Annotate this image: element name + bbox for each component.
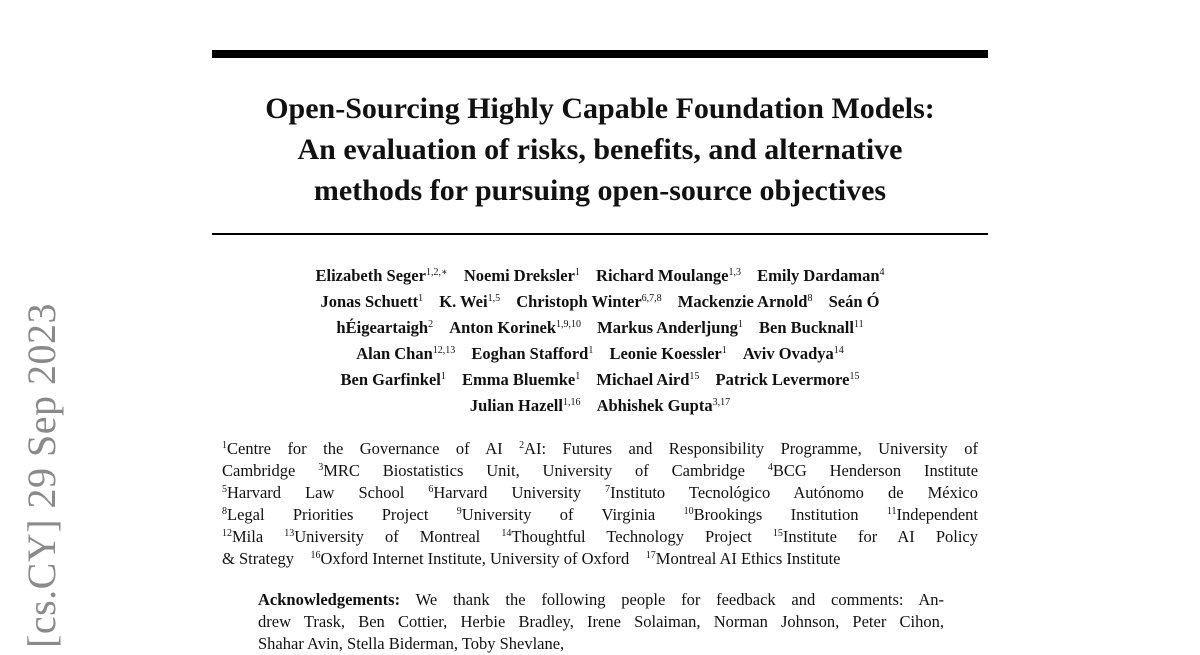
affiliation-line [222,438,978,460]
affiliation-line [222,460,978,482]
paper-title [212,88,988,211]
author: Leonie Koessler$^1$ [609,344,727,363]
author: Abhishek Gupta$^{3,17}$ [596,396,731,415]
title-line: methods for pursuing open-source objectives [313,174,887,207]
author: Markus Anderljung$^1$ [597,318,743,337]
affiliation-line [222,482,978,504]
author: Seán Ó [828,292,880,311]
title-bottom-rule [212,233,988,235]
author: Michael Aird$^{15}$ [596,370,700,389]
arxiv-side-stamp: [cs.CY] 29 Sep 2023 [19,302,64,648]
affiliation: $^1$Centre for the Governance of AI [222,439,503,458]
author: Mackenzie Arnold$^8$ [677,292,813,311]
affiliation: $^5$Harvard Law School [222,483,405,502]
affiliation: $^{12}$Mila [222,527,264,546]
affiliation: $^6$Harvard University [428,483,582,502]
author: Emma Bluemke$^1$ [462,370,581,389]
affiliation: $^{16}$Oxford Internet Institute, University of Oxford [310,549,630,568]
affiliation: $^{11}$Independent [886,505,979,524]
author-line [240,263,960,289]
author-line [240,289,960,315]
ack-heading: Acknowledgements: [258,590,401,609]
title-top-rule [212,50,988,58]
author: Julian Hazell$^{1,16}$ [469,396,581,415]
author: K. Wei$^{1,5}$ [439,292,501,311]
author-line [240,315,960,341]
affiliation: $^{13}$University of Montreal [284,527,481,546]
title-line: Open-Sourcing Highly Capable Foundation Models: [265,92,935,125]
affiliation: $^{14}$Thoughtful Technology Project [501,527,752,546]
affiliation: $^2$AI: Futures and Responsibility Programme, University of [519,439,979,458]
affiliation: $^8$Legal Priorities Project [222,505,429,524]
ack-line: Shahar Avin, Stella Biderman, Toby Shevlane, [258,634,565,653]
author-line [240,393,960,419]
author: Patrick Levermore$^{15}$ [715,370,860,389]
affiliation-line [222,526,978,548]
affiliation: $^3$MRC Biostatistics Unit, University of Cambridge [318,461,745,480]
affiliation: $^7$Instituto Tecnológico Autónomo de México [605,483,978,502]
author: Christoph Winter$^{6,7,8}$ [516,292,662,311]
affiliation-line [222,548,978,570]
author: Aviv Ovadya$^{14}$ [742,344,844,363]
author: Elizabeth Seger$^{1,2,∗}$ [315,266,448,285]
author: Ben Bucknall$^{11}$ [759,318,864,337]
affiliation-list [222,438,978,570]
affiliation: $^9$University of Virginia [456,505,656,524]
author-line [240,341,960,367]
author: Anton Korinek$^{1,9,10}$ [449,318,582,337]
ack-line: Acknowledgements: We thank the following people for feedback and comments: An- [258,590,944,609]
author: hÉigeartaigh$^2$ [336,318,434,337]
author: Richard Moulange$^{1,3}$ [596,266,741,285]
affiliation: & Strategy [222,549,294,568]
affiliation: $^4$BCG Henderson Institute [767,461,979,480]
acknowledgements [258,589,944,655]
affiliation: $^{15}$Institute for AI Policy [772,527,979,546]
author: Eoghan Stafford$^1$ [471,344,594,363]
title-line: An evaluation of risks, benefits, and alternative [297,133,903,166]
author: Alan Chan$^{12,13}$ [356,344,456,363]
affiliation-line [222,504,978,526]
author-line [240,367,960,393]
author: Noemi Dreksler$^1$ [463,266,580,285]
author: Emily Dardaman$^4$ [757,266,885,285]
author: Jonas Schuett$^1$ [320,292,424,311]
ack-line: drew Trask, Ben Cottier, Herbie Bradley, Irene Solaiman, Norman Johnson, Peter Cihon, [258,612,944,631]
affiliation: Cambridge [222,461,296,480]
affiliation: $^{17}$Montreal AI Ethics Institute [645,549,841,568]
affiliation: $^{10}$Brookings Institution [683,505,859,524]
author-list [240,263,960,419]
author: Ben Garfinkel$^1$ [340,370,446,389]
